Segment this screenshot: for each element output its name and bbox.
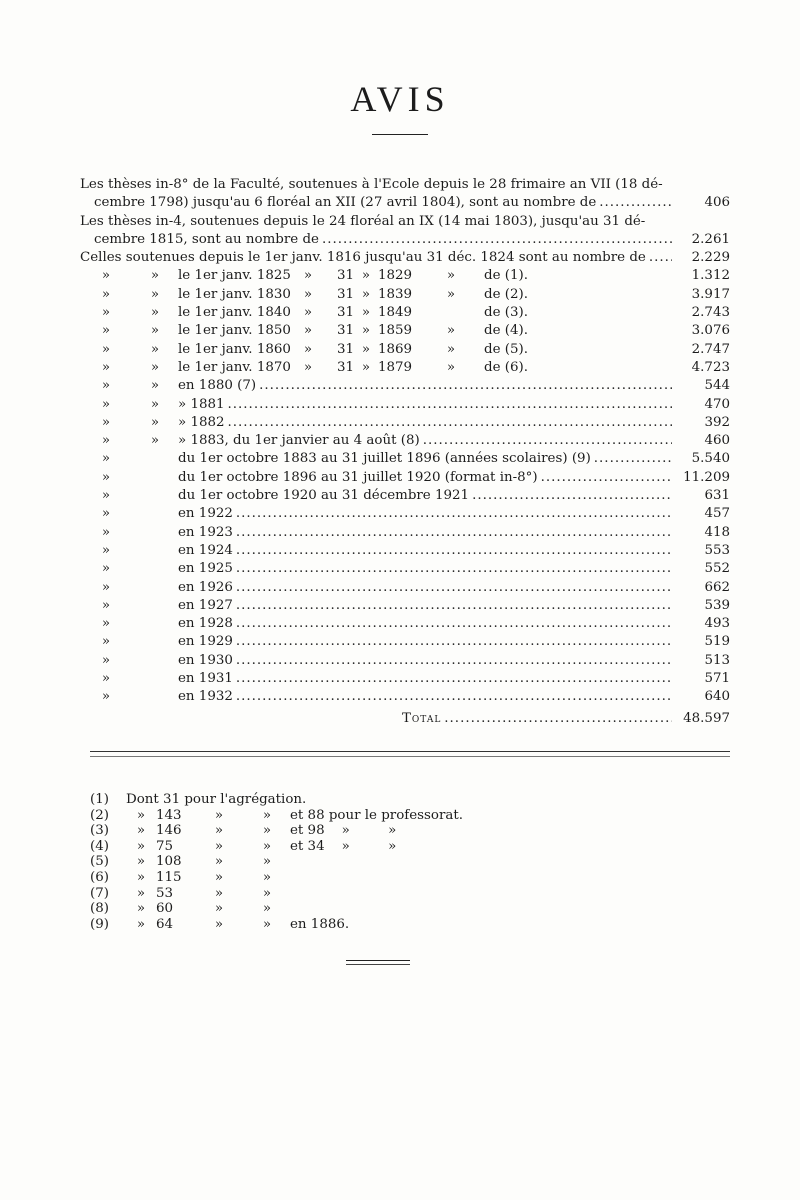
row-from: le 1er janv. 1830 xyxy=(178,286,291,302)
row-value: 2.743 xyxy=(691,305,730,321)
leader-dots xyxy=(236,524,672,542)
leader-dots xyxy=(236,615,672,633)
row-value: 493 xyxy=(704,616,730,632)
footnote-count: 143 xyxy=(156,807,182,823)
ditto-mark: » xyxy=(262,869,272,885)
row-value: 3.917 xyxy=(691,286,730,302)
page-title: AVIS xyxy=(350,79,450,119)
row-ref: de (5). xyxy=(484,341,528,357)
footnote xyxy=(90,854,463,870)
footnote-count: 53 xyxy=(156,885,174,901)
ditto-mark: » xyxy=(101,542,111,558)
footnote xyxy=(90,808,463,824)
leader-dots xyxy=(236,597,672,615)
row-to: 1869 xyxy=(378,341,413,357)
row-text: » 1882 xyxy=(178,414,225,430)
ditto-mark: » xyxy=(101,469,111,485)
footnote-ref: (8) xyxy=(90,901,109,917)
ditto-mark: » xyxy=(446,268,456,284)
ditto-mark: » xyxy=(303,359,313,375)
row-text: en 1932 xyxy=(178,689,233,705)
table-row xyxy=(80,377,730,395)
table-row xyxy=(80,249,730,267)
row-to: 1839 xyxy=(378,286,413,302)
row-to: 1859 xyxy=(378,323,413,339)
row-day: 31 xyxy=(336,359,354,375)
leader-dots xyxy=(228,396,672,414)
leader-dots xyxy=(236,670,672,688)
footnote-count: 146 xyxy=(156,823,182,839)
row-text: Les thèses in-8° de la Faculté, soutenues à l'Ecole depuis le 28 frimaire an VII (18 dé- xyxy=(80,177,663,192)
ditto-mark: » xyxy=(262,885,272,901)
footnote-ref: (5) xyxy=(90,854,109,870)
ditto-mark: » xyxy=(446,323,456,339)
table-row xyxy=(80,615,730,633)
ditto-mark: » xyxy=(101,359,111,375)
ditto-mark: » xyxy=(361,286,371,302)
total-row xyxy=(80,710,730,728)
row-description xyxy=(80,670,672,688)
row-ref: de (6). xyxy=(484,359,528,375)
row-text: du 1er octobre 1896 au 31 juillet 1920 (format in-8°) xyxy=(178,469,538,485)
row-value: 2.229 xyxy=(691,250,730,266)
ditto-mark: » xyxy=(101,689,111,705)
ditto-mark: » xyxy=(361,268,371,284)
ditto-mark: » xyxy=(101,414,111,430)
ditto-mark: » xyxy=(150,323,160,339)
row-value: 2.747 xyxy=(691,341,730,357)
row-description xyxy=(80,249,672,267)
ditto-mark: » xyxy=(446,286,456,302)
ditto-mark: » xyxy=(136,869,146,885)
row-ref: de (2). xyxy=(484,286,528,302)
leader-dots xyxy=(236,542,672,560)
row-text: Celles soutenues depuis le 1er janv. 1816 jusqu'au 31 déc. 1824 sont au nombre de xyxy=(80,250,646,266)
row-text: » 1881 xyxy=(178,396,225,412)
footnotes xyxy=(90,792,463,932)
row-from: le 1er janv. 1860 xyxy=(178,341,291,357)
table-row xyxy=(80,267,730,285)
row-description xyxy=(80,341,672,359)
row-value: 519 xyxy=(704,634,730,650)
row-description xyxy=(80,505,672,523)
row-day: 31 xyxy=(336,341,354,357)
row-description xyxy=(80,267,672,285)
ditto-mark: » xyxy=(101,616,111,632)
row-text: en 1931 xyxy=(178,671,233,687)
row-description xyxy=(80,487,672,505)
leader-dots xyxy=(472,487,672,505)
ditto-mark: » xyxy=(150,396,160,412)
ditto-mark: » xyxy=(136,823,146,839)
row-description xyxy=(80,231,672,249)
table-row xyxy=(80,304,730,322)
footnote-count: 64 xyxy=(156,916,174,932)
row-description xyxy=(80,414,672,432)
ditto-mark: » xyxy=(303,323,313,339)
row-value: 2.261 xyxy=(691,231,730,247)
table-row xyxy=(80,414,730,432)
table-row xyxy=(80,579,730,597)
ditto-mark: » xyxy=(150,286,160,302)
row-text: en 1926 xyxy=(178,579,233,595)
row-text: en 1924 xyxy=(178,542,233,558)
row-text: en 1927 xyxy=(178,597,233,613)
row-from: le 1er janv. 1840 xyxy=(178,305,291,321)
ditto-mark: » xyxy=(262,838,272,854)
ditto-mark: » xyxy=(101,433,111,449)
row-value: 392 xyxy=(704,414,730,430)
ditto-mark: » xyxy=(262,807,272,823)
row-value: 1.312 xyxy=(691,268,730,284)
ditto-mark: » xyxy=(303,268,313,284)
row-description xyxy=(80,633,672,651)
table-row xyxy=(80,542,730,560)
row-text: cembre 1798) jusqu'au 6 floréal an XII (27 avril 1804), sont au nombre de xyxy=(94,195,597,211)
row-description xyxy=(80,396,672,414)
separator-rule xyxy=(90,751,730,752)
ditto-mark: » xyxy=(136,838,146,854)
row-from: le 1er janv. 1825 xyxy=(178,268,291,284)
table-row xyxy=(80,450,730,468)
total-value: 48.597 xyxy=(683,710,730,726)
row-value: 662 xyxy=(704,579,730,595)
ditto-mark: » xyxy=(150,359,160,375)
ditto-mark: » xyxy=(101,671,111,687)
ditto-mark: » xyxy=(361,341,371,357)
row-value: 3.076 xyxy=(691,323,730,339)
table-row xyxy=(80,432,730,450)
table-row xyxy=(80,396,730,414)
table-row xyxy=(80,176,730,194)
ditto-mark: » xyxy=(101,561,111,577)
ditto-mark: » xyxy=(262,854,272,870)
ditto-mark: » xyxy=(101,579,111,595)
ditto-mark: » xyxy=(101,506,111,522)
row-description xyxy=(80,688,672,706)
row-value: 544 xyxy=(704,378,730,394)
row-description xyxy=(80,560,672,578)
row-value: 406 xyxy=(704,195,730,211)
row-day: 31 xyxy=(336,305,354,321)
row-ref: de (4). xyxy=(484,323,528,339)
ditto-mark: » xyxy=(136,807,146,823)
ditto-mark: » xyxy=(262,916,272,932)
table-row xyxy=(80,359,730,377)
row-description xyxy=(80,176,672,194)
ditto-mark: » xyxy=(150,378,160,394)
leader-dots xyxy=(236,652,672,670)
ditto-mark: » xyxy=(101,597,111,613)
table-row xyxy=(80,688,730,706)
statistics-table xyxy=(80,176,730,728)
ditto-mark: » xyxy=(361,359,371,375)
leader-dots xyxy=(649,249,672,267)
ditto-mark: » xyxy=(214,901,224,917)
ditto-mark: » xyxy=(101,286,111,302)
ditto-mark: » xyxy=(150,268,160,284)
footnote xyxy=(90,823,463,839)
ditto-mark: » xyxy=(214,823,224,839)
row-value: 640 xyxy=(704,689,730,705)
row-description xyxy=(80,615,672,633)
ditto-mark: » xyxy=(150,305,160,321)
ditto-mark: » xyxy=(101,323,111,339)
table-row xyxy=(80,469,730,487)
row-from: le 1er janv. 1850 xyxy=(178,323,291,339)
row-value: 631 xyxy=(704,488,730,504)
row-text: cembre 1815, sont au nombre de xyxy=(94,231,319,247)
row-value: 571 xyxy=(704,671,730,687)
leader-dots xyxy=(541,469,672,487)
ditto-mark: » xyxy=(101,396,111,412)
ditto-mark: » xyxy=(214,854,224,870)
ditto-mark: » xyxy=(150,433,160,449)
leader-dots xyxy=(236,633,672,651)
leader-dots xyxy=(444,710,672,728)
row-description xyxy=(80,524,672,542)
leader-rows xyxy=(80,377,730,706)
row-text: en 1925 xyxy=(178,561,233,577)
row-to: 1849 xyxy=(378,305,413,321)
range-rows xyxy=(80,267,730,377)
row-description xyxy=(80,213,672,231)
row-description xyxy=(80,597,672,615)
end-rule xyxy=(346,960,410,961)
ditto-mark: » xyxy=(150,341,160,357)
total-label: Total xyxy=(402,710,442,726)
ditto-mark: » xyxy=(303,305,313,321)
footnote-count: 115 xyxy=(156,869,182,885)
ditto-mark: » xyxy=(101,378,111,394)
leader-dots xyxy=(599,194,672,212)
row-description xyxy=(80,432,672,450)
ditto-mark: » xyxy=(214,885,224,901)
table-row xyxy=(80,231,730,249)
separator-rule-thin xyxy=(90,756,730,757)
row-text: en 1928 xyxy=(178,616,233,632)
table-row xyxy=(80,341,730,359)
row-value: 460 xyxy=(704,433,730,449)
row-text: du 1er octobre 1883 au 31 juillet 1896 (années scolaires) (9) xyxy=(178,451,591,467)
row-ref: de (1). xyxy=(484,268,528,284)
footnote-ref: (9) xyxy=(90,916,109,932)
table-row xyxy=(80,213,730,231)
ditto-mark: » xyxy=(101,488,111,504)
footnote xyxy=(90,870,463,886)
end-rule-thin xyxy=(346,964,410,965)
row-value: 5.540 xyxy=(691,451,730,467)
ditto-mark: » xyxy=(101,305,111,321)
row-text: Les thèses in-4, soutenues depuis le 24 floréal an IX (14 mai 1803), jusqu'au 31 dé- xyxy=(80,213,646,229)
footnote-text: Dont 31 pour l'agrégation. xyxy=(126,792,307,807)
row-text: en 1880 (7) xyxy=(178,378,257,394)
intro-rows xyxy=(80,176,730,267)
ditto-mark: » xyxy=(262,823,272,839)
row-text: » 1883, du 1er janvier au 4 août (8) xyxy=(178,433,420,449)
footnote xyxy=(90,792,463,808)
table-row xyxy=(80,286,730,304)
row-description xyxy=(80,652,672,670)
footnote xyxy=(90,886,463,902)
footnote-ref: (4) xyxy=(90,838,109,854)
row-value: 513 xyxy=(704,652,730,668)
table-row xyxy=(80,524,730,542)
ditto-mark: » xyxy=(101,524,111,540)
ditto-mark: » xyxy=(101,652,111,668)
ditto-mark: » xyxy=(136,901,146,917)
footnote-count: 108 xyxy=(156,854,182,870)
footnote-ref: (6) xyxy=(90,869,109,885)
table-row xyxy=(80,652,730,670)
leader-dots xyxy=(236,505,672,523)
row-day: 31 xyxy=(336,323,354,339)
footnote-ref: (3) xyxy=(90,823,109,839)
footnote-ref: (1) xyxy=(90,792,109,807)
row-value: 4.723 xyxy=(691,359,730,375)
ditto-mark: » xyxy=(101,268,111,284)
row-text: en 1922 xyxy=(178,506,233,522)
row-description xyxy=(80,450,672,468)
row-value: 553 xyxy=(704,542,730,558)
ditto-mark: » xyxy=(214,838,224,854)
row-description xyxy=(80,469,672,487)
ditto-mark: » xyxy=(136,854,146,870)
footnote xyxy=(90,839,463,855)
footnote-text: en 1886. xyxy=(290,916,350,932)
row-to: 1829 xyxy=(378,268,413,284)
table-row xyxy=(80,322,730,340)
ditto-mark: » xyxy=(101,634,111,650)
leader-dots xyxy=(423,432,672,450)
table-row xyxy=(80,505,730,523)
title-rule xyxy=(372,134,428,135)
ditto-mark: » xyxy=(214,807,224,823)
leader-dots xyxy=(322,231,672,249)
footnote-count: 75 xyxy=(156,838,174,854)
leader-dots xyxy=(259,377,672,395)
row-description xyxy=(80,286,672,304)
ditto-mark: » xyxy=(150,414,160,430)
row-text: en 1923 xyxy=(178,524,233,540)
ditto-mark: » xyxy=(303,286,313,302)
row-description xyxy=(80,304,672,322)
row-description xyxy=(80,359,672,377)
row-description xyxy=(80,542,672,560)
row-to: 1879 xyxy=(378,359,413,375)
row-value: 539 xyxy=(704,597,730,613)
footnote-text: et 88 pour le professorat. xyxy=(290,807,463,823)
row-day: 31 xyxy=(336,268,354,284)
row-description xyxy=(80,194,672,212)
ditto-mark: » xyxy=(361,323,371,339)
row-description xyxy=(80,377,672,395)
ditto-mark: » xyxy=(303,341,313,357)
ditto-mark: » xyxy=(214,916,224,932)
footnote-ref: (2) xyxy=(90,807,109,823)
ditto-mark: » xyxy=(446,359,456,375)
table-row xyxy=(80,633,730,651)
ditto-mark: » xyxy=(262,901,272,917)
ditto-mark: » xyxy=(214,869,224,885)
row-text: du 1er octobre 1920 au 31 décembre 1921 xyxy=(178,488,470,504)
leader-dots xyxy=(236,579,672,597)
row-description xyxy=(80,579,672,597)
row-value: 457 xyxy=(704,506,730,522)
table-row xyxy=(80,194,730,212)
leader-dots xyxy=(594,450,672,468)
ditto-mark: » xyxy=(101,341,111,357)
row-value: 418 xyxy=(704,524,730,540)
row-value: 552 xyxy=(704,561,730,577)
footnote-text: et 98 » » xyxy=(290,823,397,839)
ditto-mark: » xyxy=(101,451,111,467)
ditto-mark: » xyxy=(446,341,456,357)
row-description xyxy=(80,322,672,340)
footnote-count: 60 xyxy=(156,901,174,917)
footnote xyxy=(90,917,463,933)
footnote xyxy=(90,901,463,917)
ditto-mark: » xyxy=(361,305,371,321)
ditto-mark: » xyxy=(136,916,146,932)
leader-dots xyxy=(228,414,672,432)
ditto-mark: » xyxy=(136,885,146,901)
row-from: le 1er janv. 1870 xyxy=(178,359,291,375)
footnote-text: et 34 » » xyxy=(290,838,397,854)
row-ref: de (3). xyxy=(484,305,528,321)
row-text: en 1930 xyxy=(178,652,233,668)
table-row xyxy=(80,487,730,505)
footnote-ref: (7) xyxy=(90,885,109,901)
row-text: en 1929 xyxy=(178,634,233,650)
table-row xyxy=(80,597,730,615)
row-value: 470 xyxy=(704,396,730,412)
leader-dots xyxy=(236,688,672,706)
leader-dots xyxy=(236,560,672,578)
table-row xyxy=(80,670,730,688)
row-value: 11.209 xyxy=(683,469,730,485)
row-day: 31 xyxy=(336,286,354,302)
table-row xyxy=(80,560,730,578)
